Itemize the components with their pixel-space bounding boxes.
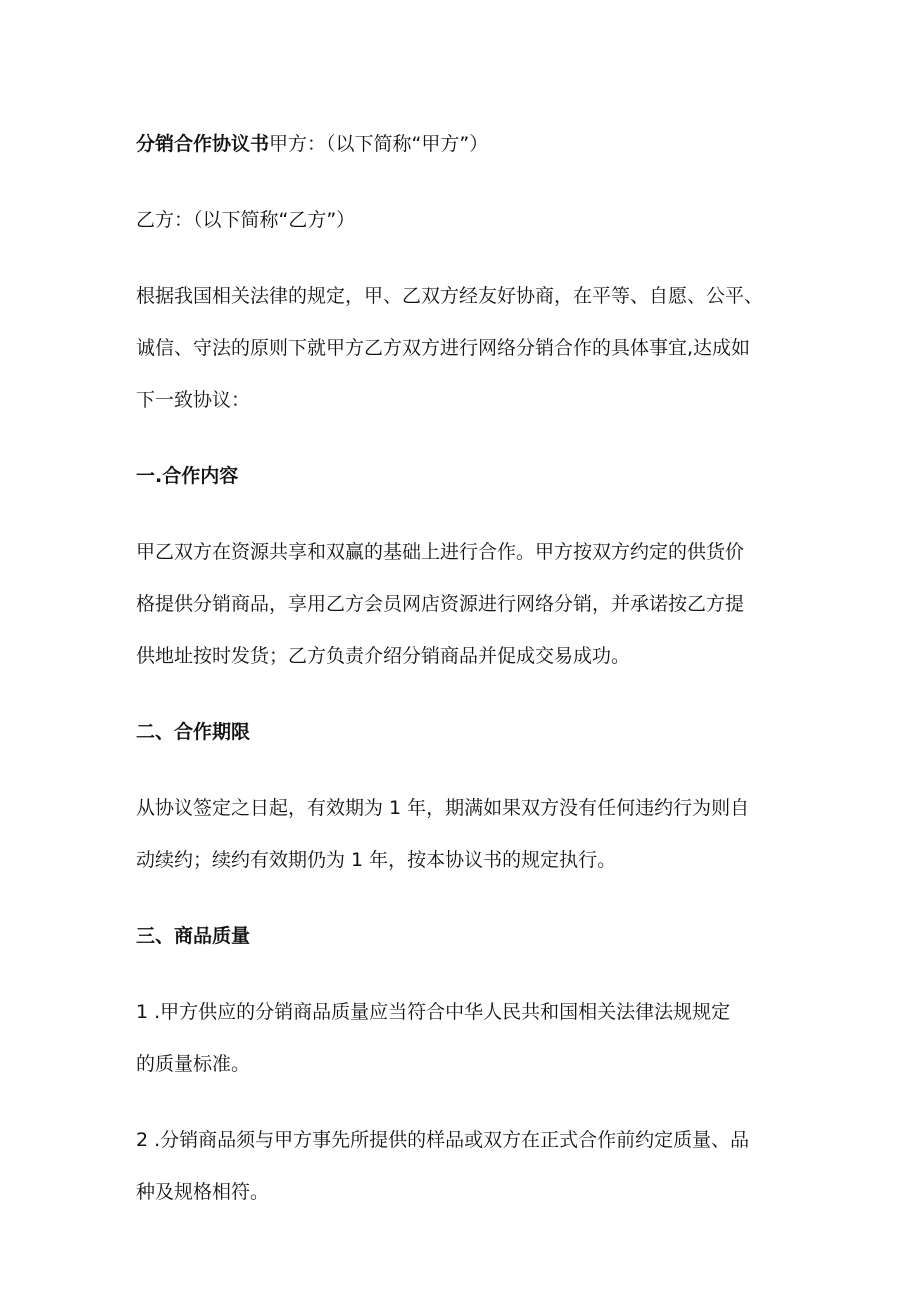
document-title-line bbox=[136, 118, 796, 170]
numbered-item-line: 1 .甲方供应的分销商品质量应当符合中华人民共和国相关法律法规规定 bbox=[136, 1001, 731, 1023]
section-heading: 二、合作期限 bbox=[136, 721, 251, 743]
intro-paragraph bbox=[136, 270, 796, 426]
section-line: 动续约；续约有效期仍为 1 年，按本协议书的规定执行。 bbox=[136, 849, 617, 871]
numbered-item-line: 种及规格相符。 bbox=[136, 1181, 270, 1203]
section-line: 从协议签定之日起，有效期为 1 年，期满如果双方没有任何违约行为则自 bbox=[136, 797, 750, 819]
numbered-item bbox=[136, 1114, 796, 1218]
section-heading: 一.合作内容 bbox=[136, 465, 239, 487]
numbered-item-line: 的质量标准。 bbox=[136, 1053, 251, 1075]
document-content bbox=[136, 118, 796, 1242]
section-line: 格提供分销商品，享用乙方会员网店资源进行网络分销，并承诺按乙方提 bbox=[136, 593, 745, 615]
section-line: 供地址按时发货；乙方负责介绍分销商品并促成交易成功。 bbox=[136, 645, 631, 667]
party-b-line: 乙方：（以下简称“乙方”） bbox=[136, 209, 356, 231]
numbered-item bbox=[136, 986, 796, 1090]
section-line: 甲乙双方在资源共享和双赢的基础上进行合作。甲方按双方约定的供货价 bbox=[136, 541, 745, 563]
intro-line: 诚信、守法的原则下就甲方乙方双方进行网络分销合作的具体事宜,达成如 bbox=[136, 337, 751, 359]
section-heading: 三、商品质量 bbox=[136, 925, 251, 947]
section-paragraph bbox=[136, 526, 796, 682]
section-paragraph bbox=[136, 782, 796, 886]
party-a-line: 甲方：（以下简称“甲方”） bbox=[269, 133, 489, 155]
intro-line: 根据我国相关法律的规定，甲、乙双方经友好协商，在平等、自愿、公平、 bbox=[136, 285, 764, 307]
document-title: 分销合作协议书 bbox=[136, 133, 270, 155]
numbered-item-line: 2 .分销商品须与甲方事先所提供的样品或双方在正式合作前约定质量、品 bbox=[136, 1129, 750, 1151]
intro-line: 下一致协议： bbox=[136, 389, 251, 411]
